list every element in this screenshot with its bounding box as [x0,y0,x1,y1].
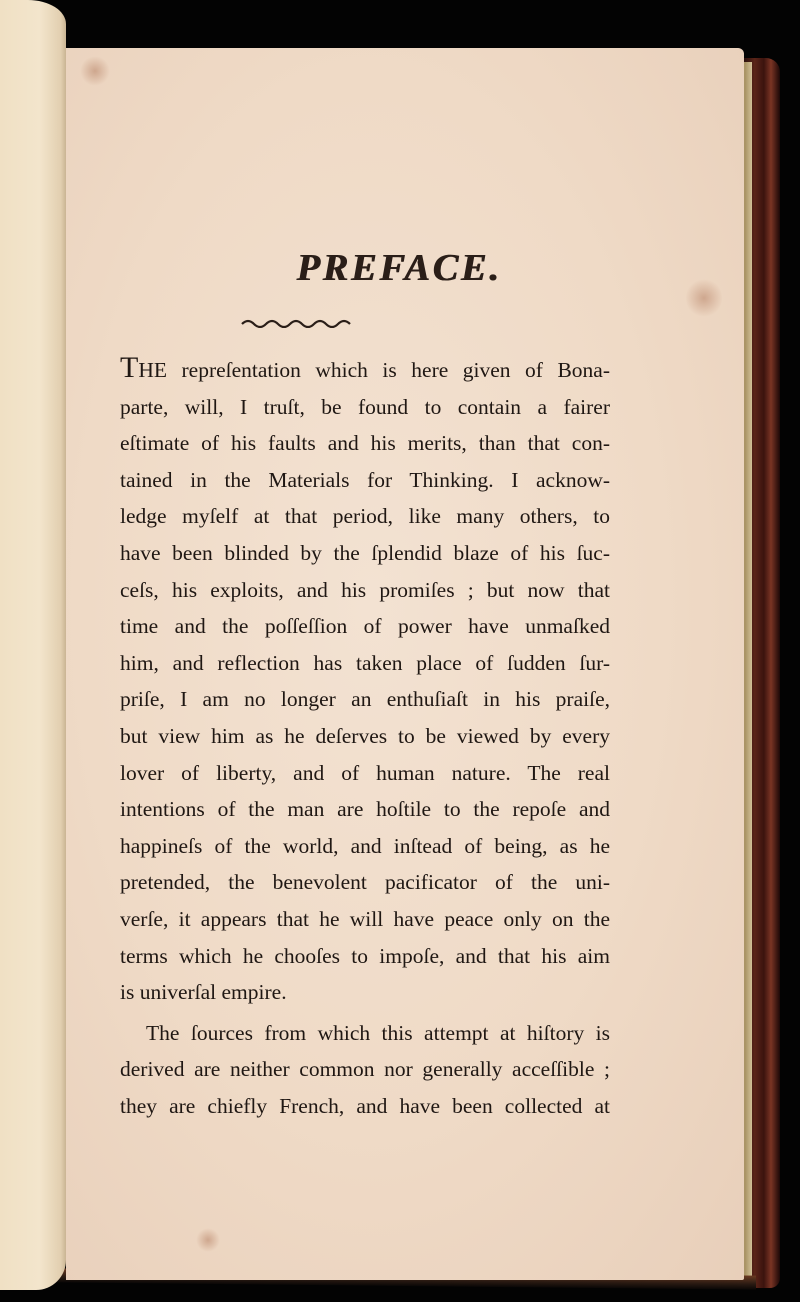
text-line: time and the poſſeſſion of power have unmaſked [120,614,610,639]
foxing-stain [196,1228,220,1252]
text-line: tained in the Materials for Thinking. I acknow- [120,467,610,492]
page-title: PREFACE. [297,247,503,289]
text-line: intentions of the man are hoſtile to the repoſe and [120,797,610,822]
text-line: they are chiefly French, and have been collected at [120,1093,610,1118]
text-line: him, and reflection has taken place of ſudden ſur- [120,650,610,675]
drop-cap: T [120,351,139,384]
text-line: pretended, the benevolent pacificator of the uni- [120,870,610,895]
text-line: have been blinded by the ſplendid blaze of his ſuc- [120,540,610,565]
facing-page-edge [0,0,66,1290]
text-line: ceſs, his exploits, and his promiſes ; but now that [120,577,610,602]
wavy-rule-ornament [240,316,352,328]
text-line: lover of liberty, and of human nature. The real [120,760,610,785]
text-line: The ſources from which this attempt at hiſtory is [146,1020,610,1045]
text-line: HE repreſentation which is here given of Bona- [138,358,610,382]
text-line: verſe, it appears that he will have peace only on the [120,906,610,931]
text-line: but view him as he deſerves to be viewed by every [120,723,610,748]
text-line: happineſs of the world, and inſtead of being, as he [120,833,610,858]
text-line: parte, will, I truſt, be found to contain a fairer [120,394,610,419]
paragraph-2 [120,1015,610,1125]
text-line: ledge myſelf at that period, like many others, to [120,504,610,529]
text-line: is univerſal empire. [120,980,287,1005]
text-line: derived are neither common nor generally acceſſible ; [120,1057,610,1082]
foxing-stain [80,56,110,86]
paragraph-1 [120,352,610,1011]
preface-body [120,352,610,1124]
text-line: terms which he chooſes to impoſe, and that his aim [120,943,610,968]
text-line: eſtimate of his faults and his merits, than that con- [120,431,610,456]
text-line: priſe, I am no longer an enthuſiaſt in his praiſe, [120,687,610,712]
